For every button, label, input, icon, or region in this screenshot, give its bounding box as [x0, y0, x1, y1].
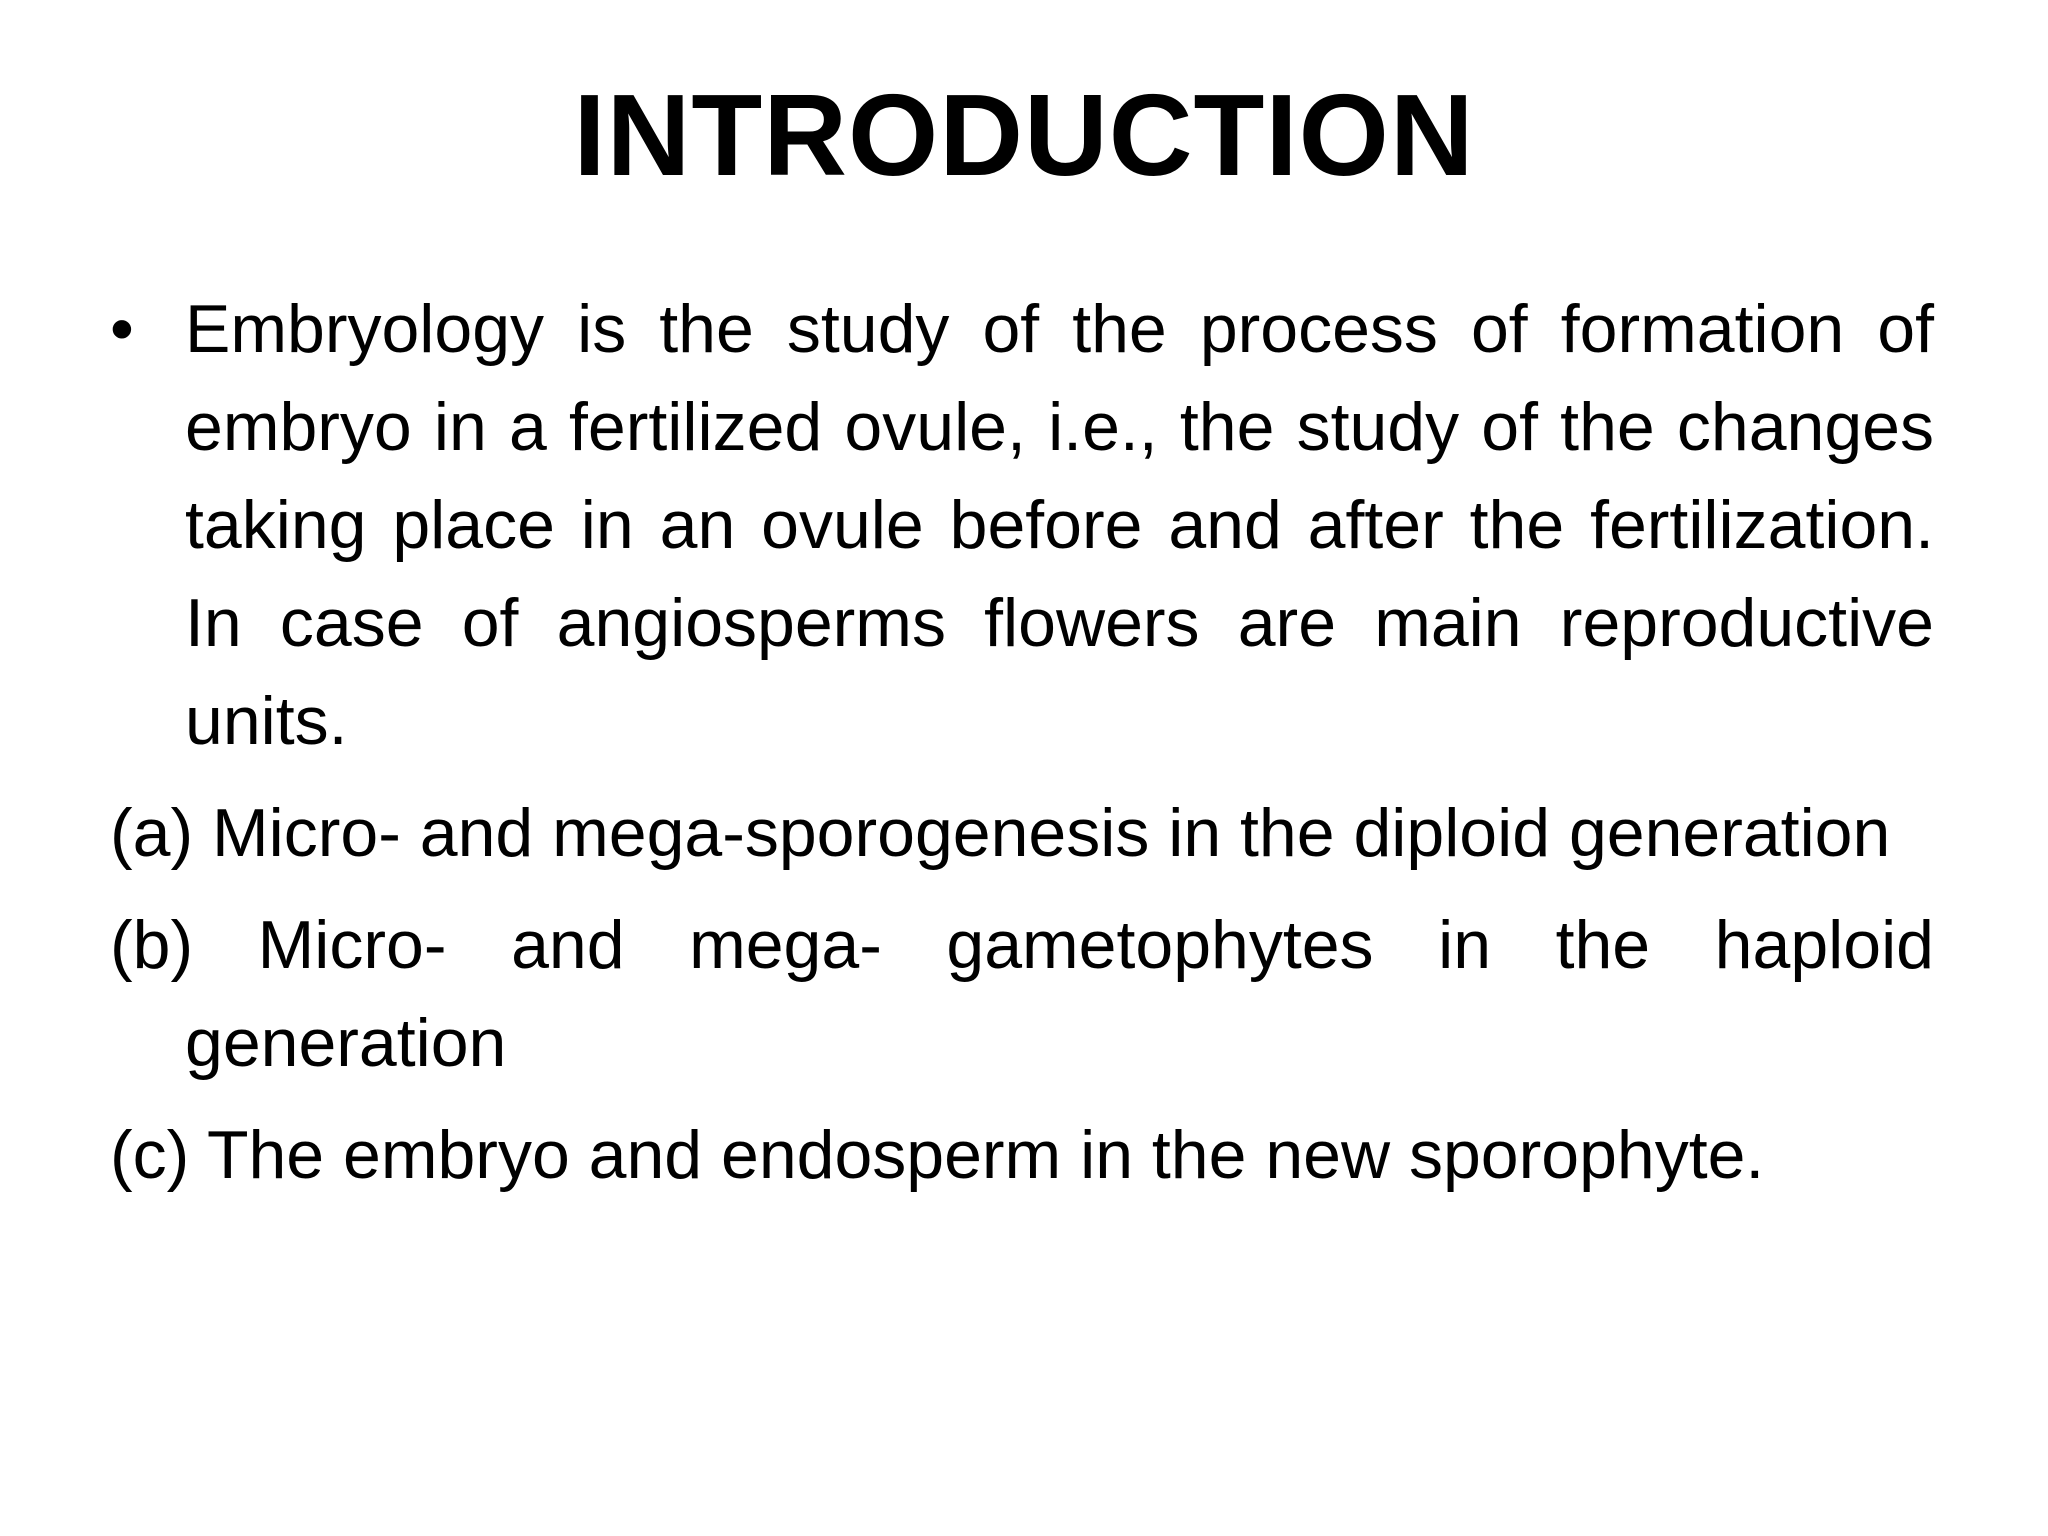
slide-body [110, 280, 1934, 1218]
list-item-b: (b) Micro- and mega- gametophytes in the haploid generation [110, 907, 1934, 1081]
bullet-text: Embryology is the study of the process of formation of embryo in a fertilized ovule, i.e., the study of the changes taking place in an ovule before and after the fertilization. In case of angiosperms flowers are main reproductive units. [185, 291, 1934, 759]
bullet-paragraph [110, 280, 1934, 770]
list-item-c: (c) The embryo and endosperm in the new sporophyte. [110, 1117, 1765, 1193]
list-item-a: (a) Micro- and mega-sporogenesis in the diploid generation [110, 795, 1891, 871]
bullet-dot-icon: • [110, 291, 134, 367]
slide-title: INTRODUCTION [573, 70, 1475, 200]
